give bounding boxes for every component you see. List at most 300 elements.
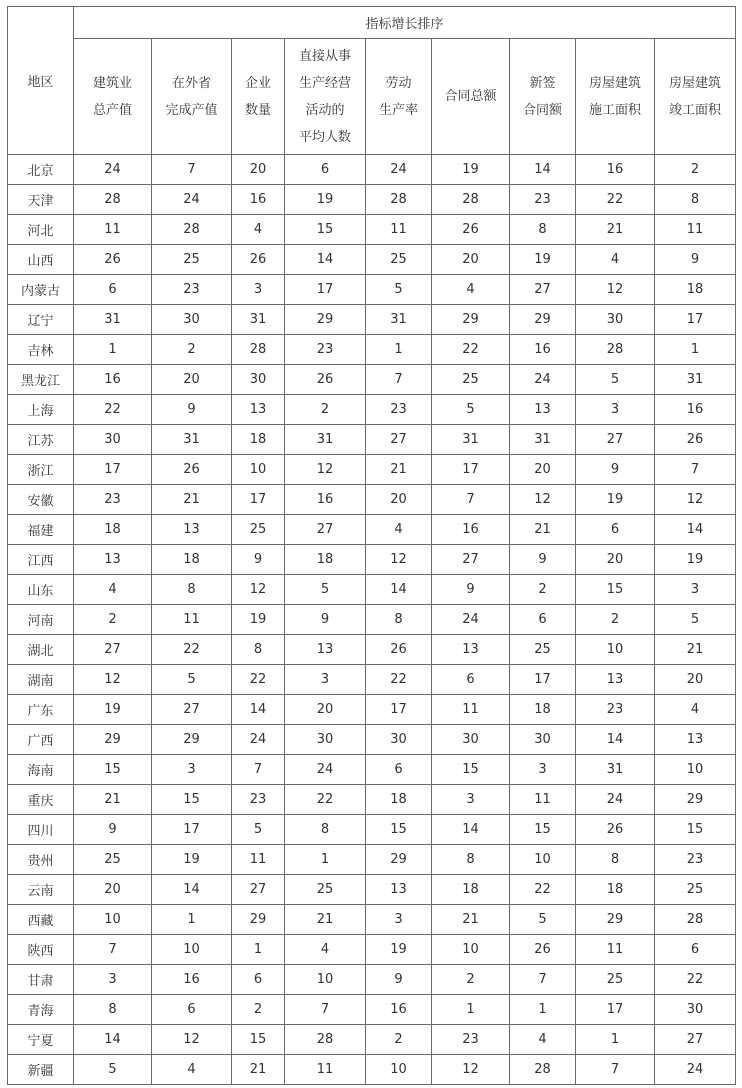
rank-cell: 19: [152, 845, 232, 875]
region-cell: 福建: [8, 515, 74, 545]
rank-cell: 17: [655, 305, 736, 335]
table-row: [8, 275, 736, 305]
rank-cell: 19: [74, 695, 152, 725]
rank-cell: 17: [432, 455, 510, 485]
rank-cell: 14: [366, 575, 432, 605]
rank-cell: 13: [576, 665, 655, 695]
rank-cell: 1: [152, 905, 232, 935]
rank-cell: 1: [655, 335, 736, 365]
rank-cell: 18: [232, 425, 285, 455]
rank-cell: 11: [285, 1055, 366, 1085]
rank-cell: 25: [152, 245, 232, 275]
rank-cell: 22: [74, 395, 152, 425]
rank-cell: 6: [232, 965, 285, 995]
rank-cell: 27: [285, 515, 366, 545]
rank-cell: 8: [285, 815, 366, 845]
rank-cell: 3: [152, 755, 232, 785]
rank-cell: 18: [576, 875, 655, 905]
rank-cell: 25: [510, 635, 576, 665]
rank-cell: 1: [285, 845, 366, 875]
rank-cell: 3: [655, 575, 736, 605]
rank-cell: 19: [655, 545, 736, 575]
rank-cell: 31: [152, 425, 232, 455]
rank-cell: 15: [655, 815, 736, 845]
rank-cell: 15: [232, 1025, 285, 1055]
rank-cell: 7: [576, 1055, 655, 1085]
rank-cell: 1: [74, 335, 152, 365]
region-cell: 内蒙古: [8, 275, 74, 305]
table-row: [8, 725, 736, 755]
rank-cell: 21: [655, 635, 736, 665]
rank-cell: 24: [366, 155, 432, 185]
rank-cell: 21: [432, 905, 510, 935]
rank-cell: 15: [366, 815, 432, 845]
rank-cell: 13: [655, 725, 736, 755]
rank-cell: 25: [576, 965, 655, 995]
rank-cell: 28: [285, 1025, 366, 1055]
rank-cell: 5: [285, 575, 366, 605]
rank-cell: 26: [152, 455, 232, 485]
column-header: 企业 数量: [232, 39, 285, 155]
region-cell: 广西: [8, 725, 74, 755]
rank-cell: 6: [576, 515, 655, 545]
rank-cell: 29: [366, 845, 432, 875]
rank-cell: 11: [576, 935, 655, 965]
rank-cell: 18: [285, 545, 366, 575]
rank-cell: 25: [432, 365, 510, 395]
rank-cell: 20: [655, 665, 736, 695]
region-cell: 安徽: [8, 485, 74, 515]
rank-cell: 16: [432, 515, 510, 545]
column-header: 建筑业 总产值: [74, 39, 152, 155]
rank-cell: 27: [510, 275, 576, 305]
region-cell: 新疆: [8, 1055, 74, 1085]
rank-cell: 6: [74, 275, 152, 305]
rank-cell: 25: [285, 875, 366, 905]
rank-cell: 31: [285, 425, 366, 455]
rank-cell: 8: [366, 605, 432, 635]
group-header: 指标增长排序: [74, 7, 736, 39]
rank-cell: 11: [366, 215, 432, 245]
rank-cell: 4: [510, 1025, 576, 1055]
rank-cell: 31: [432, 425, 510, 455]
rank-cell: 8: [655, 185, 736, 215]
rank-cell: 29: [576, 905, 655, 935]
rank-cell: 17: [366, 695, 432, 725]
rank-cell: 6: [152, 995, 232, 1025]
rank-cell: 22: [432, 335, 510, 365]
rank-cell: 23: [655, 845, 736, 875]
rank-cell: 22: [232, 665, 285, 695]
region-cell: 重庆: [8, 785, 74, 815]
rank-cell: 30: [510, 725, 576, 755]
rank-cell: 26: [366, 635, 432, 665]
rank-cell: 8: [152, 575, 232, 605]
rank-cell: 21: [576, 215, 655, 245]
rank-cell: 9: [576, 455, 655, 485]
rank-cell: 2: [366, 1025, 432, 1055]
rank-cell: 20: [510, 455, 576, 485]
region-cell: 江苏: [8, 425, 74, 455]
rank-cell: 2: [74, 605, 152, 635]
rank-cell: 27: [152, 695, 232, 725]
rank-cell: 4: [74, 575, 152, 605]
table-row: [8, 215, 736, 245]
rank-cell: 29: [510, 305, 576, 335]
rank-cell: 23: [576, 695, 655, 725]
rank-cell: 29: [152, 725, 232, 755]
rank-cell: 5: [510, 905, 576, 935]
rank-cell: 16: [74, 365, 152, 395]
region-cell: 贵州: [8, 845, 74, 875]
rank-cell: 5: [366, 275, 432, 305]
rank-cell: 21: [232, 1055, 285, 1085]
rank-cell: 21: [366, 455, 432, 485]
rank-cell: 26: [74, 245, 152, 275]
rank-cell: 1: [366, 335, 432, 365]
rank-cell: 20: [285, 695, 366, 725]
rank-cell: 7: [232, 755, 285, 785]
column-header: 劳动 生产率: [366, 39, 432, 155]
rank-cell: 26: [232, 245, 285, 275]
rank-cell: 5: [152, 665, 232, 695]
rank-cell: 1: [576, 1025, 655, 1055]
rank-cell: 16: [285, 485, 366, 515]
rank-cell: 14: [510, 155, 576, 185]
rank-cell: 23: [152, 275, 232, 305]
rank-cell: 25: [74, 845, 152, 875]
rank-cell: 12: [366, 545, 432, 575]
rank-cell: 4: [152, 1055, 232, 1085]
rank-cell: 11: [432, 695, 510, 725]
table-row: [8, 575, 736, 605]
rank-cell: 14: [74, 1025, 152, 1055]
rank-cell: 23: [366, 395, 432, 425]
rank-cell: 30: [655, 995, 736, 1025]
rank-cell: 13: [152, 515, 232, 545]
column-header: 在外省 完成产值: [152, 39, 232, 155]
rank-cell: 6: [655, 935, 736, 965]
rank-cell: 7: [432, 485, 510, 515]
rank-cell: 19: [576, 485, 655, 515]
column-header: 房屋建筑 施工面积: [576, 39, 655, 155]
rank-cell: 22: [510, 875, 576, 905]
rank-cell: 23: [510, 185, 576, 215]
region-cell: 山西: [8, 245, 74, 275]
rank-cell: 27: [232, 875, 285, 905]
rank-cell: 26: [510, 935, 576, 965]
rank-cell: 16: [232, 185, 285, 215]
rank-cell: 2: [576, 605, 655, 635]
region-cell: 甘肃: [8, 965, 74, 995]
rank-cell: 31: [366, 305, 432, 335]
rank-cell: 18: [366, 785, 432, 815]
table-row: [8, 965, 736, 995]
rank-cell: 31: [232, 305, 285, 335]
rank-cell: 1: [432, 995, 510, 1025]
rank-cell: 20: [432, 245, 510, 275]
rank-cell: 19: [232, 605, 285, 635]
rank-cell: 10: [366, 1055, 432, 1085]
table-row: [8, 995, 736, 1025]
rank-cell: 26: [285, 365, 366, 395]
region-cell: 河北: [8, 215, 74, 245]
rank-cell: 20: [232, 155, 285, 185]
rank-cell: 30: [576, 305, 655, 335]
rank-cell: 9: [152, 395, 232, 425]
rank-cell: 13: [74, 545, 152, 575]
rank-cell: 17: [74, 455, 152, 485]
table-row: [8, 755, 736, 785]
rank-cell: 10: [576, 635, 655, 665]
rank-cell: 6: [510, 605, 576, 635]
rank-cell: 11: [152, 605, 232, 635]
rank-cell: 28: [74, 185, 152, 215]
ranking-table: [7, 6, 736, 1085]
region-cell: 宁夏: [8, 1025, 74, 1055]
table-row: [8, 935, 736, 965]
rank-cell: 10: [152, 935, 232, 965]
rank-cell: 10: [74, 905, 152, 935]
region-cell: 浙江: [8, 455, 74, 485]
region-cell: 天津: [8, 185, 74, 215]
rank-cell: 3: [74, 965, 152, 995]
rank-cell: 9: [655, 245, 736, 275]
rank-cell: 4: [576, 245, 655, 275]
rank-cell: 2: [285, 395, 366, 425]
rank-cell: 13: [232, 395, 285, 425]
rank-cell: 22: [366, 665, 432, 695]
rank-cell: 25: [366, 245, 432, 275]
region-cell: 山东: [8, 575, 74, 605]
table-row: [8, 815, 736, 845]
rank-cell: 15: [576, 575, 655, 605]
rank-cell: 7: [74, 935, 152, 965]
rank-cell: 7: [285, 995, 366, 1025]
rank-cell: 30: [432, 725, 510, 755]
rank-cell: 14: [655, 515, 736, 545]
rank-cell: 30: [366, 725, 432, 755]
rank-cell: 10: [655, 755, 736, 785]
rank-cell: 23: [74, 485, 152, 515]
rank-cell: 22: [285, 785, 366, 815]
rank-cell: 4: [655, 695, 736, 725]
rank-cell: 12: [285, 455, 366, 485]
rank-cell: 3: [510, 755, 576, 785]
rank-cell: 28: [510, 1055, 576, 1085]
table-row: [8, 875, 736, 905]
column-header: 直接从事 生产经营 活动的 平均人数: [285, 39, 366, 155]
table-row: [8, 845, 736, 875]
rank-cell: 21: [74, 785, 152, 815]
rank-cell: 16: [366, 995, 432, 1025]
rank-cell: 11: [74, 215, 152, 245]
rank-cell: 14: [152, 875, 232, 905]
rank-cell: 22: [655, 965, 736, 995]
table-row: [8, 245, 736, 275]
rank-cell: 30: [152, 305, 232, 335]
rank-cell: 7: [655, 455, 736, 485]
rank-cell: 24: [510, 365, 576, 395]
rank-cell: 26: [576, 815, 655, 845]
rank-cell: 1: [232, 935, 285, 965]
rank-cell: 27: [655, 1025, 736, 1055]
rank-cell: 17: [285, 275, 366, 305]
rank-cell: 18: [510, 695, 576, 725]
rank-cell: 16: [152, 965, 232, 995]
rank-cell: 23: [232, 785, 285, 815]
rank-cell: 12: [432, 1055, 510, 1085]
rank-cell: 4: [366, 515, 432, 545]
rank-cell: 18: [152, 545, 232, 575]
rank-cell: 5: [232, 815, 285, 845]
rank-cell: 12: [576, 275, 655, 305]
rank-cell: 5: [432, 395, 510, 425]
rank-cell: 13: [510, 395, 576, 425]
table-row: [8, 335, 736, 365]
table-row: [8, 395, 736, 425]
table-row: [8, 155, 736, 185]
rank-cell: 15: [152, 785, 232, 815]
rank-cell: 13: [285, 635, 366, 665]
rank-cell: 12: [232, 575, 285, 605]
rank-cell: 30: [285, 725, 366, 755]
region-cell: 辽宁: [8, 305, 74, 335]
rank-cell: 20: [74, 875, 152, 905]
rank-cell: 21: [510, 515, 576, 545]
column-header: 房屋建筑 竣工面积: [655, 39, 736, 155]
rank-cell: 8: [232, 635, 285, 665]
rank-cell: 16: [655, 395, 736, 425]
region-cell: 湖南: [8, 665, 74, 695]
table-row: [8, 1055, 736, 1085]
rank-cell: 18: [432, 875, 510, 905]
rank-cell: 9: [366, 965, 432, 995]
region-cell: 上海: [8, 395, 74, 425]
rank-cell: 25: [232, 515, 285, 545]
rank-cell: 2: [152, 335, 232, 365]
rank-cell: 18: [655, 275, 736, 305]
rank-cell: 22: [576, 185, 655, 215]
rank-cell: 29: [285, 305, 366, 335]
region-cell: 云南: [8, 875, 74, 905]
rank-cell: 14: [432, 815, 510, 845]
rank-cell: 9: [432, 575, 510, 605]
rank-cell: 10: [285, 965, 366, 995]
table-row: [8, 635, 736, 665]
table-row: [8, 665, 736, 695]
rank-cell: 22: [152, 635, 232, 665]
table-row: [8, 605, 736, 635]
rank-cell: 28: [232, 335, 285, 365]
rank-cell: 25: [655, 875, 736, 905]
rank-cell: 2: [655, 155, 736, 185]
rank-cell: 19: [510, 245, 576, 275]
rank-cell: 3: [232, 275, 285, 305]
table-row: [8, 365, 736, 395]
table-row: [8, 185, 736, 215]
rank-cell: 28: [655, 905, 736, 935]
rank-cell: 28: [152, 215, 232, 245]
rank-cell: 6: [432, 665, 510, 695]
rank-cell: 4: [285, 935, 366, 965]
region-cell: 陕西: [8, 935, 74, 965]
rank-cell: 27: [366, 425, 432, 455]
rank-cell: 19: [366, 935, 432, 965]
rank-cell: 29: [232, 905, 285, 935]
table-row: [8, 305, 736, 335]
rank-cell: 9: [510, 545, 576, 575]
rank-cell: 31: [74, 305, 152, 335]
rank-cell: 10: [510, 845, 576, 875]
rank-cell: 11: [232, 845, 285, 875]
rank-cell: 16: [576, 155, 655, 185]
rank-cell: 2: [232, 995, 285, 1025]
rank-cell: 14: [285, 245, 366, 275]
rank-cell: 20: [576, 545, 655, 575]
table-row: [8, 425, 736, 455]
rank-cell: 2: [432, 965, 510, 995]
rank-cell: 5: [74, 1055, 152, 1085]
rank-cell: 6: [366, 755, 432, 785]
region-cell: 黑龙江: [8, 365, 74, 395]
column-header: 新签 合同额: [510, 39, 576, 155]
table-row: [8, 785, 736, 815]
rank-cell: 4: [432, 275, 510, 305]
rank-cell: 26: [655, 425, 736, 455]
rank-cell: 10: [232, 455, 285, 485]
table-row: [8, 545, 736, 575]
rank-cell: 14: [576, 725, 655, 755]
rank-cell: 30: [74, 425, 152, 455]
rank-cell: 12: [510, 485, 576, 515]
rank-cell: 19: [285, 185, 366, 215]
table-body: [8, 155, 736, 1085]
rank-cell: 27: [74, 635, 152, 665]
rank-cell: 17: [232, 485, 285, 515]
rank-cell: 28: [432, 185, 510, 215]
rank-cell: 24: [576, 785, 655, 815]
rank-cell: 29: [655, 785, 736, 815]
rank-cell: 13: [432, 635, 510, 665]
rank-cell: 10: [432, 935, 510, 965]
rank-cell: 15: [285, 215, 366, 245]
table-row: [8, 1025, 736, 1055]
region-cell: 青海: [8, 995, 74, 1025]
rank-cell: 13: [366, 875, 432, 905]
rank-cell: 2: [510, 575, 576, 605]
table-row: [8, 515, 736, 545]
rank-cell: 19: [432, 155, 510, 185]
rank-cell: 7: [510, 965, 576, 995]
region-cell: 四川: [8, 815, 74, 845]
rank-cell: 8: [576, 845, 655, 875]
rank-cell: 8: [432, 845, 510, 875]
rank-cell: 30: [232, 365, 285, 395]
rank-cell: 17: [510, 665, 576, 695]
region-cell: 河南: [8, 605, 74, 635]
rank-cell: 23: [432, 1025, 510, 1055]
rank-cell: 24: [74, 155, 152, 185]
table-row: [8, 905, 736, 935]
rank-cell: 15: [510, 815, 576, 845]
rank-cell: 24: [152, 185, 232, 215]
region-cell: 广东: [8, 695, 74, 725]
rank-cell: 23: [285, 335, 366, 365]
region-cell: 吉林: [8, 335, 74, 365]
rank-cell: 3: [432, 785, 510, 815]
rank-cell: 12: [74, 665, 152, 695]
